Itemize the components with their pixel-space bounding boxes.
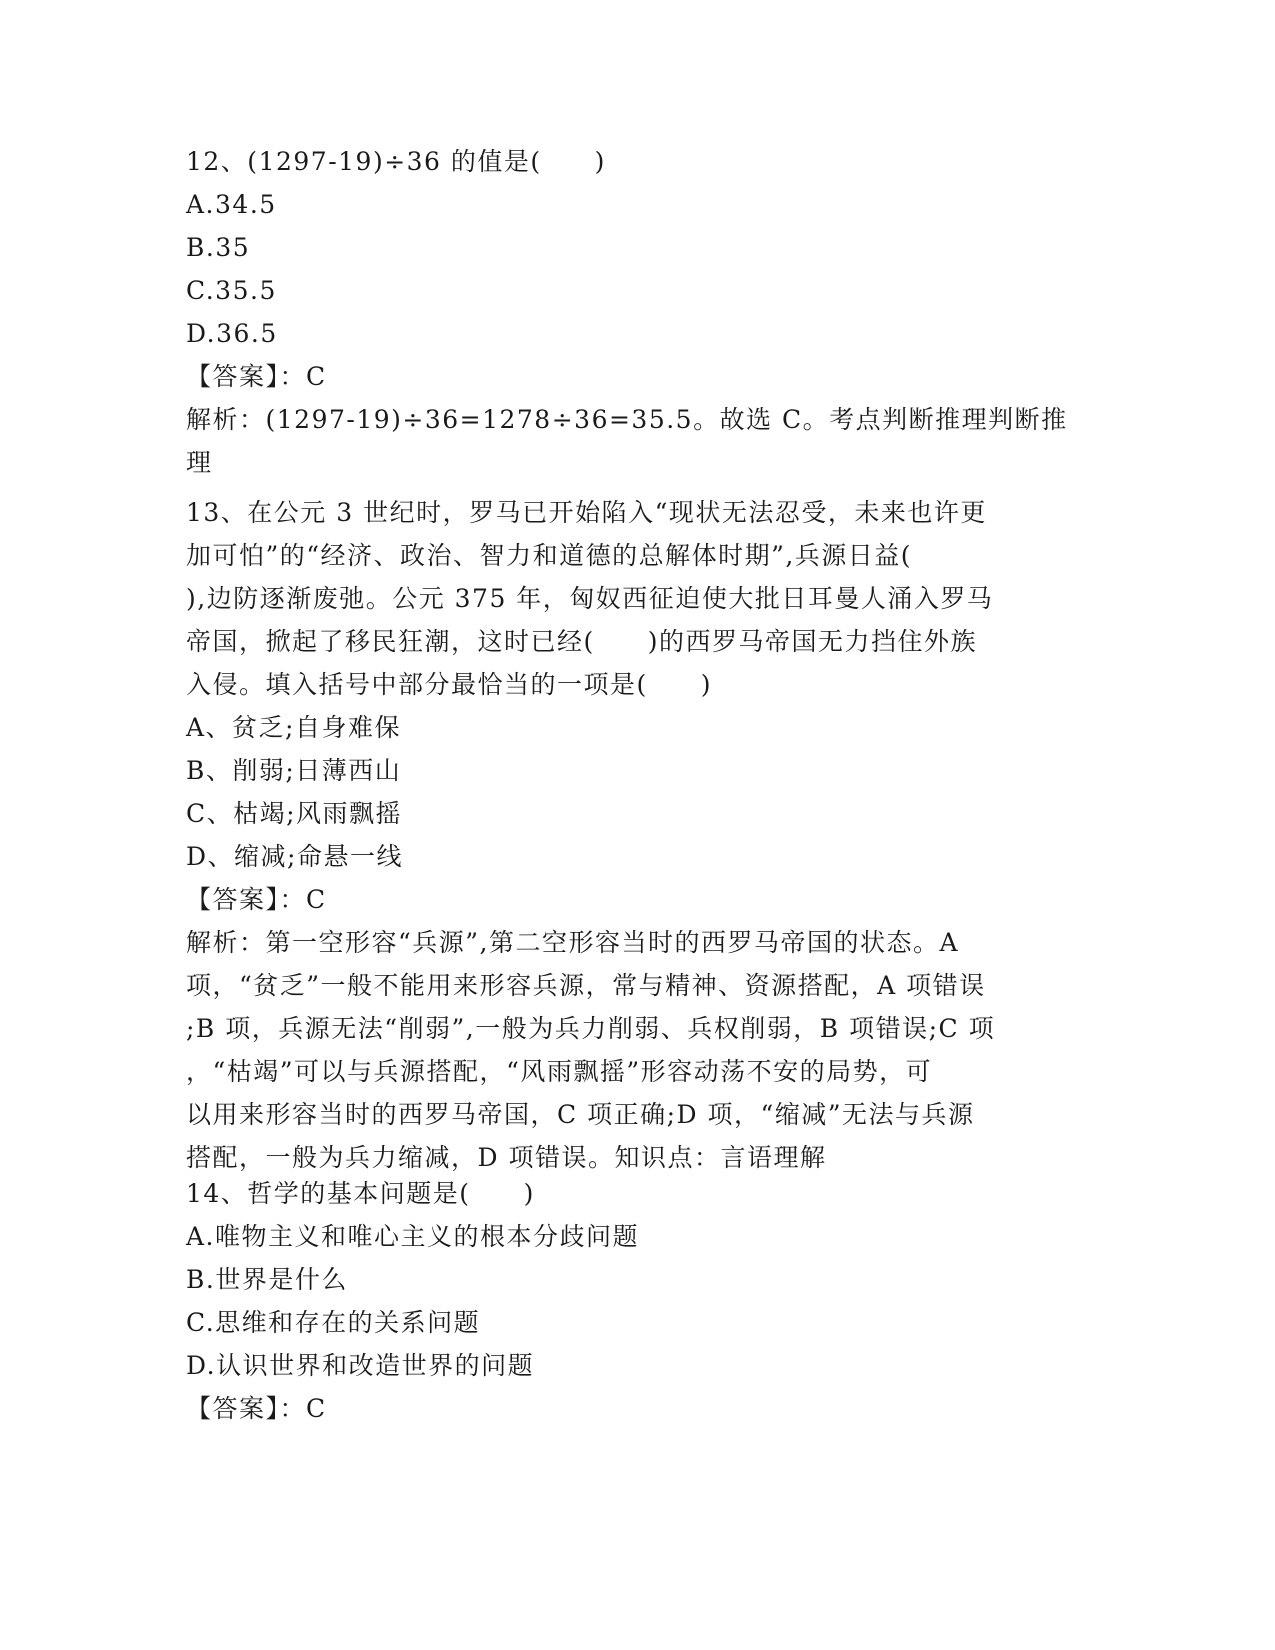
explanation-line: 解析：第一空形容“兵源”,第二空形容当时的西罗马帝国的状态。A xyxy=(186,928,960,957)
option-c: C.35.5 xyxy=(186,276,277,305)
option-a: A.唯物主义和唯心主义的根本分歧问题 xyxy=(186,1222,640,1251)
explanation-line: 以用来形容当时的西罗马帝国，C 项正确;D 项，“缩减”无法与兵源 xyxy=(186,1100,975,1129)
explanation-line: ，“枯竭”可以与兵源搭配，“风雨飘摇”形容动荡不安的局势，可 xyxy=(186,1057,933,1086)
explanation-line: ;B 项，兵源无法“削弱”,一般为兵力削弱、兵权削弱，B 项错误;C 项 xyxy=(186,1014,996,1043)
question-13 xyxy=(186,491,1066,1179)
question-stem: 14、哲学的基本问题是( ) xyxy=(186,1179,535,1208)
question-stem-line: 帝国，掀起了移民狂潮，这时已经( )的西罗马帝国无力挡住外族 xyxy=(186,627,978,656)
option-b: B.35 xyxy=(186,233,251,262)
answer: 【答案】：C xyxy=(186,1394,327,1423)
answer: 【答案】：C xyxy=(186,885,327,914)
answer: 【答案】：C xyxy=(186,362,327,391)
question-stem-line: 入侵。填入括号中部分最恰当的一项是( ) xyxy=(186,670,713,699)
option-a: A.34.5 xyxy=(186,190,277,219)
option-d: D、缩减;命悬一线 xyxy=(186,842,403,871)
question-stem-line: 13、在公元 3 世纪时，罗马已开始陷入“现状无法忍受，未来也许更 xyxy=(186,498,987,527)
option-c: C.思维和存在的关系问题 xyxy=(186,1308,481,1337)
option-d: D.36.5 xyxy=(186,319,278,348)
option-d: D.认识世界和改造世界的问题 xyxy=(186,1351,535,1380)
question-stem: 12、(1297-19)÷36 的值是( ) xyxy=(186,147,606,176)
option-b: B.世界是什么 xyxy=(186,1265,348,1294)
option-a: A、贫乏;自身难保 xyxy=(186,713,401,742)
option-b: B、削弱;日薄西山 xyxy=(186,756,402,785)
explanation-line: 解析：(1297-19)÷36=1278÷36=35.5。故选 C。考点判断推理判断推 xyxy=(186,405,1068,434)
question-14 xyxy=(186,1172,1066,1430)
question-stem-line: 加可怕”的“经济、政治、智力和道德的总解体时期”,兵源日益( xyxy=(186,541,913,570)
explanation-line: 项，“贫乏”一般不能用来形容兵源，常与精神、资源搭配，A 项错误 xyxy=(186,971,986,1000)
explanation-line: 搭配，一般为兵力缩减，D 项错误。知识点：言语理解 xyxy=(186,1143,827,1172)
option-c: C、枯竭;风雨飘摇 xyxy=(186,799,403,828)
explanation-line: 理 xyxy=(186,448,213,477)
question-12 xyxy=(186,140,1066,484)
question-stem-line: ),边防逐渐废弛。公元 375 年，匈奴西征迫使大批日耳曼人涌入罗马 xyxy=(186,584,994,613)
